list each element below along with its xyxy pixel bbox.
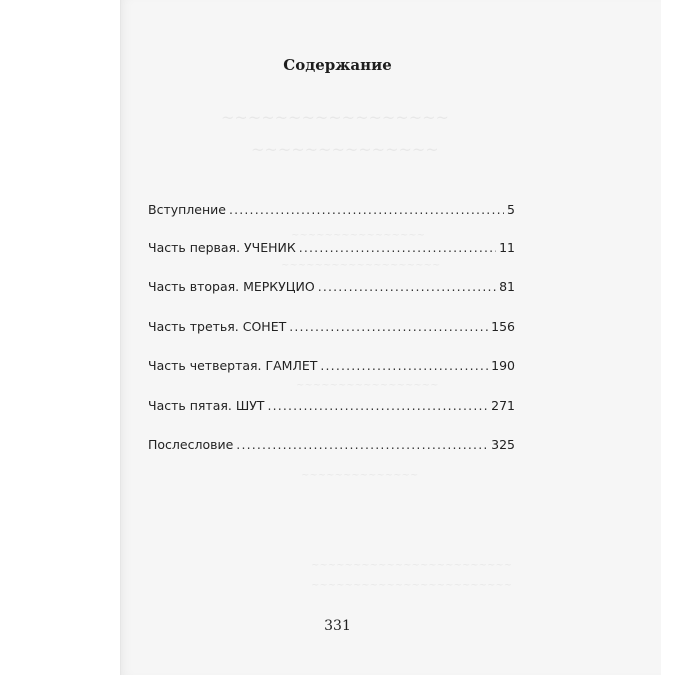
toc-entry	[148, 358, 515, 373]
toc-entry	[148, 319, 515, 334]
dot-leader	[229, 202, 504, 217]
dot-leader	[320, 358, 488, 373]
toc-entry-page: 81	[499, 279, 515, 294]
dot-leader	[299, 240, 496, 255]
dot-leader	[236, 437, 488, 452]
show-through-line: ~~~~~~~~~~~~~~	[251, 140, 439, 159]
dot-leader	[289, 319, 488, 334]
toc-entry-page: 5	[507, 202, 515, 217]
toc-entry-page: 11	[499, 240, 515, 255]
show-through-line: ~~~~~~~~~~~~~~~~~	[296, 380, 439, 391]
show-through-line: ~~~~~~~~~~~~~~~~~	[221, 108, 449, 127]
toc-entry-label: Часть первая. УЧЕНИК	[148, 240, 296, 255]
toc-entry-label: Часть третья. СОНЕТ	[148, 319, 287, 334]
toc-entry-page: 325	[491, 437, 515, 452]
show-through-line: ~~~~~~~~~~~~~~~~	[291, 230, 426, 241]
toc-entry-page: 156	[491, 319, 515, 334]
toc-entry-label: Часть пятая. ШУТ	[148, 398, 265, 413]
toc-entry	[148, 279, 515, 294]
toc-entry	[148, 437, 515, 452]
book-page	[120, 0, 661, 675]
toc-entry-label: Часть четвертая. ГАМЛЕТ	[148, 358, 318, 373]
toc-title: Содержание	[283, 56, 392, 74]
toc-entry	[148, 240, 515, 255]
show-through-line: ~~~~~~~~~~~~~~~~~~~~~~~~	[311, 560, 513, 571]
toc-entry-label: Послесловие	[148, 437, 234, 452]
toc-entry-page: 190	[491, 358, 515, 373]
toc-entry	[148, 398, 515, 413]
toc-entry-page: 271	[491, 398, 515, 413]
toc-entry-label: Вступление	[148, 202, 226, 217]
show-through-line: ~~~~~~~~~~~~~~~~~~~	[281, 260, 441, 271]
dot-leader	[267, 398, 488, 413]
show-through-line: ~~~~~~~~~~~~~~	[301, 470, 419, 481]
page-number: 331	[324, 618, 351, 634]
dot-leader	[318, 279, 496, 294]
toc-entry-label: Часть вторая. МЕРКУЦИО	[148, 279, 315, 294]
toc-entry	[148, 202, 515, 217]
show-through-line: ~~~~~~~~~~~~~~~~~~~~~~~~	[311, 580, 513, 591]
